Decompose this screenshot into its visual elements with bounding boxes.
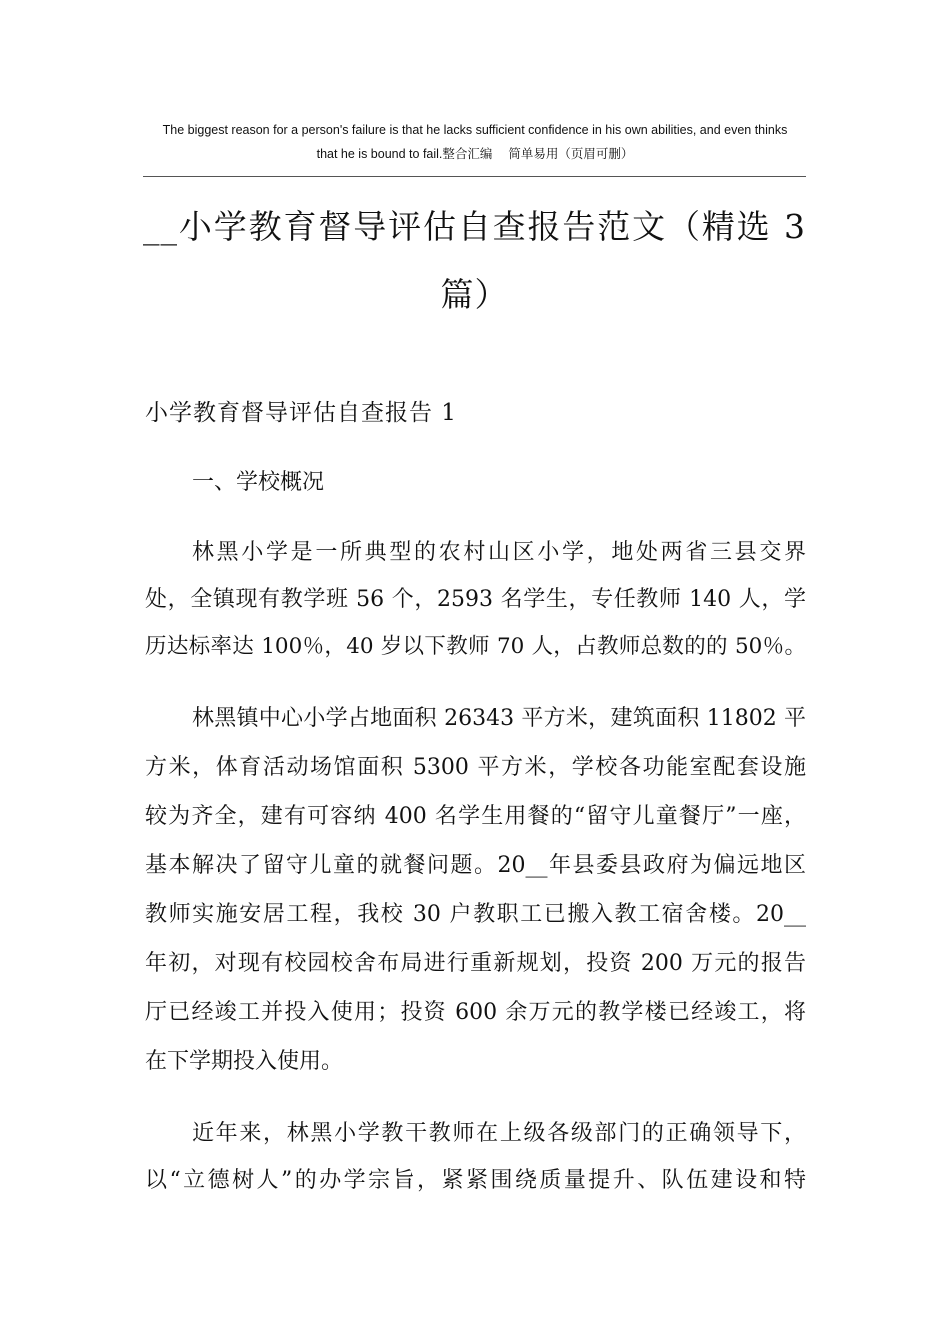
paragraph-2-line-2: 方米，体育活动场馆面积 5300 平方米，学校各功能室配套设施 [145,755,806,780]
paragraph-2-line-7: 厅已经竣工并投入使用；投资 600 余万元的教学楼已经竣工，将 [145,1000,806,1025]
header-divider [143,176,806,177]
paragraph-1-line-1: 林黑小学是一所典型的农村山区小学，地处两省三县交界 [192,540,806,565]
paragraph-1-line-3: 历达标率达 100％，40 岁以下教师 70 人，占教师总数的的 50％。 [145,634,806,659]
paragraph-1-line-2: 处，全镇现有教学班 56 个，2593 名学生，专任教师 140 人，学 [145,587,806,612]
paragraph-2-line-4: 基本解决了留守儿童的就餐问题。20__年县委县政府为偏远地区 [145,853,806,878]
paragraph-3-line-2: 以“立德树人”的办学宗旨，紧紧围绕质量提升、队伍建设和特 [145,1168,806,1193]
header-quote-line-2: that he is bound to fail.整合汇编 简单易用（页眉可删） [316,147,634,161]
paragraph-2-line-6: 年初，对现有校园校舍布局进行重新规划，投资 200 万元的报告 [145,951,806,976]
header-quote-line-1: The biggest reason for a person's failure is that he lacks sufficient confidence in his own abilities, and even thinks [162,123,788,137]
section-heading: 小学教育督导评估自查报告 1 [145,400,457,426]
paragraph-2-line-8: 在下学期投入使用。 [145,1049,344,1074]
paragraph-3-line-1: 近年来，林黑小学教干教师在上级各级部门的正确领导下， [192,1121,806,1146]
subheading-school-overview: 一、学校概况 [192,470,325,495]
document-title-line-1: __小学教育督导评估自查报告范文（精选 3 [143,207,806,246]
paragraph-2-line-5: 教师实施安居工程，我校 30 户教职工已搬入教工宿舍楼。20__ [145,902,806,927]
document-title-line-2: 篇） [440,275,509,314]
paragraph-2-line-1: 林黑镇中心小学占地面积 26343 平方米，建筑面积 11802 平 [192,706,806,731]
paragraph-2-line-3: 较为齐全，建有可容纳 400 名学生用餐的“留守儿童餐厅”一座， [145,804,806,829]
